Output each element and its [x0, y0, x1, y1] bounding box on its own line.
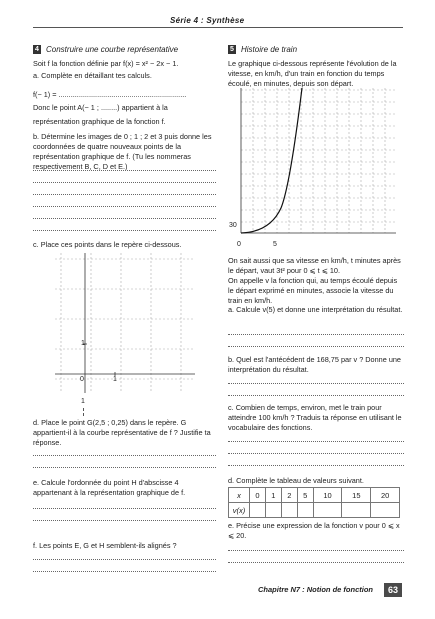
table-row-label-vx: v(x) — [229, 503, 250, 518]
answer-line — [228, 562, 404, 563]
page-header-title: Série 4 : Synthèse — [170, 16, 245, 25]
graph-label-x0: 0 — [237, 241, 241, 248]
grid-label-origin: 0 — [80, 376, 84, 383]
ex4-question-d: d. Place le point G(2,5 ; 0,25) dans le repère. G appartient-il à la courbe représentative de f ? Justifie ta réponse. — [33, 418, 211, 447]
ex5-question-a: a. Calcule v(5) et donne une interprétation du résultat. — [228, 305, 403, 314]
grid-label-neg-one-y: 1 — [81, 398, 85, 405]
table-cell: 20 — [371, 488, 400, 503]
ex5-answer-lines-b — [228, 383, 404, 396]
ex4-question-c: c. Place ces points dans le repère ci-dessous. — [33, 240, 182, 249]
graph-label-y30: 30 — [229, 222, 237, 229]
answer-line — [228, 465, 404, 466]
ex5-title: Histoire de train — [241, 45, 298, 54]
table-cell: 5 — [297, 488, 313, 503]
ex4-question-b: b. Détermine les images de 0 ; 1 ; 2 et 3 puis donne les coordonnées de quatre nouveaux points de la représentation graphique de f. (Tu les nommeras respectivement B, C, D et E.) — [33, 132, 212, 171]
ex5-question-b: b. Quel est l'antécédent de 168,75 par v ? Donne une interprétation du résultat. — [228, 355, 401, 374]
ex5-intro: Le graphique ci-dessous représente l'évolution de la vitesse, en km/h, d'un train en fonction du temps écoulé, en minutes, depuis son départ. — [228, 59, 397, 88]
table-cell-empty[interactable] — [342, 503, 371, 518]
grid-axis-tail — [83, 408, 85, 416]
answer-line — [33, 455, 216, 456]
answer-line — [228, 453, 404, 454]
table-cell-empty[interactable] — [297, 503, 313, 518]
answer-line — [228, 441, 404, 442]
answer-line — [33, 508, 216, 509]
answer-line — [228, 395, 404, 396]
speed-curve — [241, 88, 302, 233]
answer-line — [33, 170, 216, 171]
ex5-question-c: c. Combien de temps, environ, met le train pour atteindre 100 km/h ? Traduis ta réponse en utilisant le vocabulaire des fonctions. — [228, 403, 402, 432]
ex4-heading — [33, 45, 178, 54]
graph-grid-lines — [241, 88, 396, 233]
ex4-intro: Soit f la fonction définie par f(x) = x² − 2x − 1. — [33, 59, 179, 68]
table-row — [229, 488, 400, 503]
ex5-heading — [228, 45, 297, 54]
table-cell-empty[interactable] — [281, 503, 297, 518]
grid-label-one-x: 1 — [113, 376, 117, 383]
table-cell: 0 — [250, 488, 266, 503]
page-number: 63 — [384, 583, 402, 597]
ex4-answer-lines-e — [33, 508, 216, 521]
answer-line — [33, 230, 216, 231]
header-rule — [33, 27, 403, 28]
table-cell: 1 — [265, 488, 281, 503]
table-cell-empty[interactable] — [313, 503, 342, 518]
table-cell-empty[interactable] — [371, 503, 400, 518]
ex4-question-e: e. Calcule l'ordonnée du point H d'abscisse 4 appartenant à la représentation graphique de f. — [33, 478, 186, 497]
answer-line — [228, 346, 404, 347]
ex4-donc-line2: représentation graphique de la fonction f. — [33, 117, 166, 126]
ex5-speed-graph — [230, 88, 396, 243]
table-cell: 2 — [281, 488, 297, 503]
grid-lines — [55, 253, 195, 393]
ex4-answer-lines-f — [33, 559, 216, 572]
answer-line — [33, 182, 216, 183]
ex4-answer-lines-b — [33, 170, 216, 231]
answer-line — [33, 467, 216, 468]
table-cell-empty[interactable] — [265, 503, 281, 518]
footer-chapter-title: Chapitre N7 : Notion de fonction — [258, 585, 373, 594]
answer-line — [33, 520, 216, 521]
ex5-question-e: e. Précise une expression de la fonction v pour 0 ⩽ x ⩽ 20. — [228, 521, 400, 540]
ex4-title: Construire une courbe représentative — [46, 45, 179, 54]
ex4-f-line: f(− 1) = ............................................................... — [33, 90, 187, 99]
ex4-coordinate-grid — [55, 253, 195, 393]
ex5-values-table — [228, 487, 400, 518]
ex4-donc-line1: Donc le point A(− 1 ; ........) appartient à la — [33, 103, 168, 112]
answer-line — [228, 550, 404, 551]
ex4-question-f: f. Les points E, G et H semblent-ils alignés ? — [33, 541, 177, 550]
ex5-answer-lines-e — [228, 550, 404, 563]
graph-label-x5: 5 — [273, 241, 277, 248]
ex4-answer-lines-d — [33, 455, 216, 468]
ex5-number: 5 — [228, 45, 236, 54]
table-row — [229, 503, 400, 518]
ex4-number: 4 — [33, 45, 41, 54]
table-row-label-x: x — [229, 488, 250, 503]
answer-line — [33, 218, 216, 219]
answer-line — [228, 383, 404, 384]
ex5-text-1: On sait aussi que sa vitesse en km/h, t minutes après le départ, vaut 3t² pour 0 ⩽ t ⩽ 10. — [228, 256, 401, 275]
table-cell-empty[interactable] — [250, 503, 266, 518]
ex4-question-a: a. Complète en détaillant tes calculs. — [33, 71, 152, 80]
answer-line — [33, 206, 216, 207]
answer-line — [33, 194, 216, 195]
answer-line — [228, 334, 404, 335]
answer-line — [33, 559, 216, 560]
table-cell: 15 — [342, 488, 371, 503]
ex5-answer-lines-a — [228, 334, 404, 347]
grid-label-one-y: 1 — [81, 340, 85, 347]
answer-line — [33, 571, 216, 572]
table-cell: 10 — [313, 488, 342, 503]
ex5-question-d: d. Complète le tableau de valeurs suivant. — [228, 476, 364, 485]
ex5-text-2: On appelle v la fonction qui, au temps écoulé depuis le départ exprimé en minutes, associe la vitesse du train en km/h. — [228, 276, 398, 305]
ex5-answer-lines-c — [228, 441, 404, 466]
